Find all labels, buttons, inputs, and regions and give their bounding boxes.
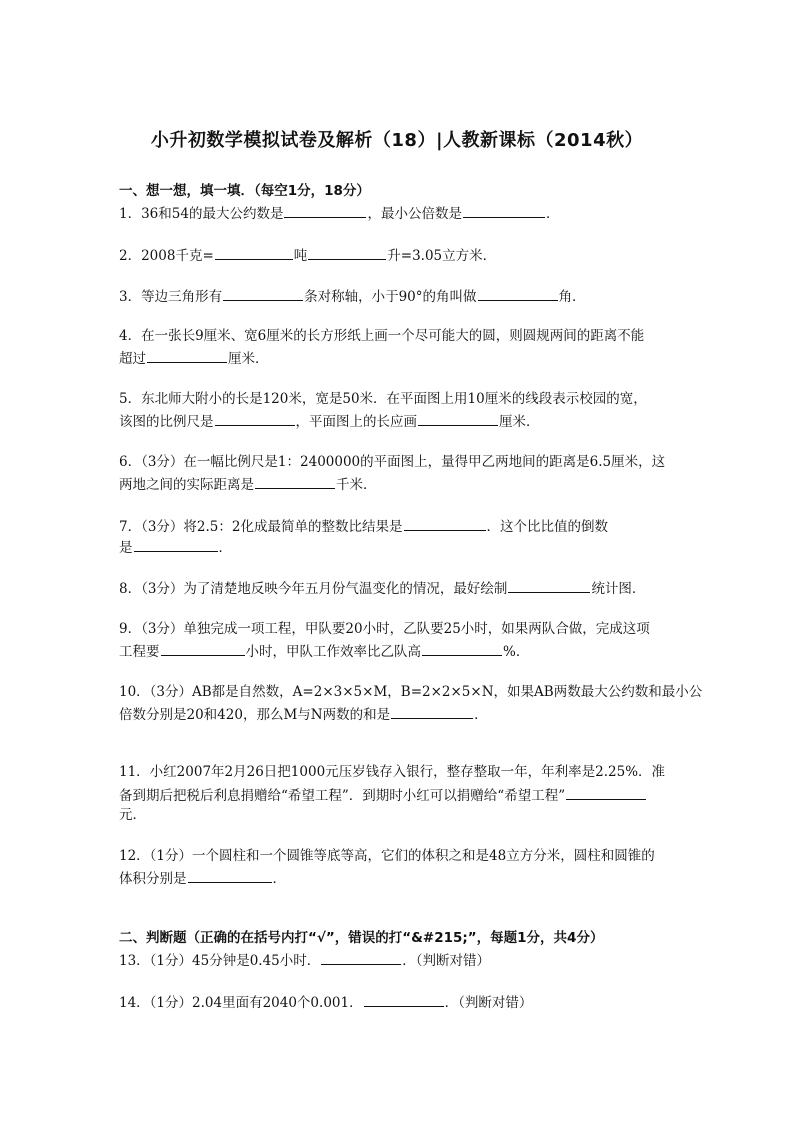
answer-blank[interactable] [161,641,245,656]
q5-text-c: 厘米． [499,414,540,430]
q6-text-b: 千米． [336,477,377,493]
answer-blank[interactable] [134,537,218,552]
q10-text-b: ． [474,707,488,723]
q9-text-c: %． [503,644,530,660]
q3-text-c: 角． [558,289,586,305]
q1-text-c: ． [545,206,560,222]
section-heading-fill-in: 一、想一想，填一填．（每空1分，18分） [119,183,370,199]
question-7-line-2 [119,537,679,557]
q7-text-b: ．这个比比值的倒数 [486,519,608,535]
answer-blank[interactable] [463,203,545,218]
q9-text-b: 小时，甲队工作效率比乙队高 [245,644,421,660]
q11-text-c: 元． [119,807,146,823]
question-12-line-1: 12．（1分）一个圆柱和一个圆锥等底等高，它们的体积之和是48立方分米，圆柱和圆锥的 [119,848,655,864]
question-1 [119,203,679,223]
question-10-line-1: 10．（3分）AB都是自然数，A=2×3×5×M，B=2×2×5×N，如果AB两数最大公约数和最小公 [119,684,703,700]
q3-text-b: 条对称轴，小于90°的角叫做 [304,289,477,305]
question-8 [119,578,679,598]
q14-text-b: ．（判断对错） [444,995,533,1011]
q13-text-b: ．（判断对错） [402,953,491,969]
q13-text-a: 13．（1分）45分钟是0.45小时． [119,953,321,969]
q3-text-a: 3．等边三角形有 [119,289,223,305]
answer-blank[interactable] [478,286,558,301]
q2-text-c: 升=3.05立方米． [387,248,497,264]
answer-blank[interactable] [422,641,502,656]
question-11-line-1: 11．小红2007年2月26日把1000元压岁钱存入银行，整存整取一年，年利率是2.25%．准 [119,764,666,780]
q5-text-a: 该图的比例尺是 [119,414,214,430]
answer-blank[interactable] [321,950,401,965]
q10-text-a: 倍数分别是20和420，那么M与N两数的和是 [119,707,391,723]
answer-blank[interactable] [147,348,227,363]
q9-text-a: 工程要 [119,644,160,660]
answer-blank[interactable] [364,992,444,1007]
answer-blank[interactable] [188,868,272,883]
q11-text-a: 备到期后把税后利息捐赠给“希望工程”．到期时小红可以捐赠给“希望工程” [119,788,566,804]
question-6-line-1: 6．（3分）在一幅比例尺是1：2400000的平面图上，量得甲乙两地间的距离是6.5厘米，这 [119,454,666,470]
q2-text-b: 吨 [293,248,308,264]
q14-text-a: 14．（1分）2.04里面有2040个0.001． [119,995,363,1011]
answer-blank[interactable] [223,286,303,301]
question-11-line-2 [119,785,679,805]
question-7-line-1 [119,516,679,536]
q7-text-d: ． [218,540,232,556]
question-11-line-3 [119,806,679,824]
q2-text-a: 2．2008千克= [119,248,214,264]
q7-text-a: 7．（3分）将2.5：2化成最简单的整数比结果是 [119,519,403,535]
q7-text-c: 是 [119,540,133,556]
q12-text-b: ． [272,871,286,887]
q6-text-a: 两地之间的实际距离是 [119,477,254,493]
question-9-line-2 [119,641,679,661]
answer-blank[interactable] [308,245,386,260]
question-9-line-1: 9．（3分）单独完成一项工程，甲队要20小时，乙队要25小时，如果两队合做，完成这项 [119,621,650,637]
q5-text-b: ，平面图上的长应画 [295,414,417,430]
q4-text-b: 厘米． [228,351,269,367]
section-heading-true-false: 二、判断题（正确的在括号内打“√”，错误的打“&#215;”，每题1分，共4分） [119,930,604,946]
question-2 [119,245,679,265]
question-5-line-1: 5．东北师大附小的长是120米，宽是50米．在平面图上用10厘米的线段表示校园的宽， [119,391,647,407]
question-6-line-2 [119,474,679,494]
question-13 [119,950,679,970]
question-10-line-2 [119,704,679,724]
q1-text-a: 1．36和54的最大公约数是 [119,206,284,222]
question-5-line-2 [119,411,679,431]
answer-blank[interactable] [566,785,646,800]
q8-text-b: 统计图． [591,581,646,597]
answer-blank[interactable] [284,203,366,218]
q8-text-a: 8．（3分）为了清楚地反映今年五月份气温变化的情况，最好绘制 [119,581,508,597]
question-3 [119,286,679,306]
question-14 [119,992,679,1012]
answer-blank[interactable] [418,411,498,426]
q1-text-b: ，最小公倍数是 [367,206,462,222]
answer-blank[interactable] [215,411,295,426]
page-title: 小升初数学模拟试卷及解析（18）|人教新课标（2014秋） [150,130,644,151]
question-4-line-2 [119,348,679,368]
answer-blank[interactable] [391,704,473,719]
question-4-line-1: 4．在一张长9厘米、宽6厘米的长方形纸上画一个尽可能大的圆，则圆规两间的距离不能 [119,328,645,344]
question-12-line-2 [119,868,679,888]
q12-text-a: 体积分别是 [119,871,187,887]
answer-blank[interactable] [404,516,486,531]
answer-blank[interactable] [508,578,590,593]
q4-text-a: 超过 [119,351,146,367]
answer-blank[interactable] [255,474,335,489]
answer-blank[interactable] [215,245,293,260]
